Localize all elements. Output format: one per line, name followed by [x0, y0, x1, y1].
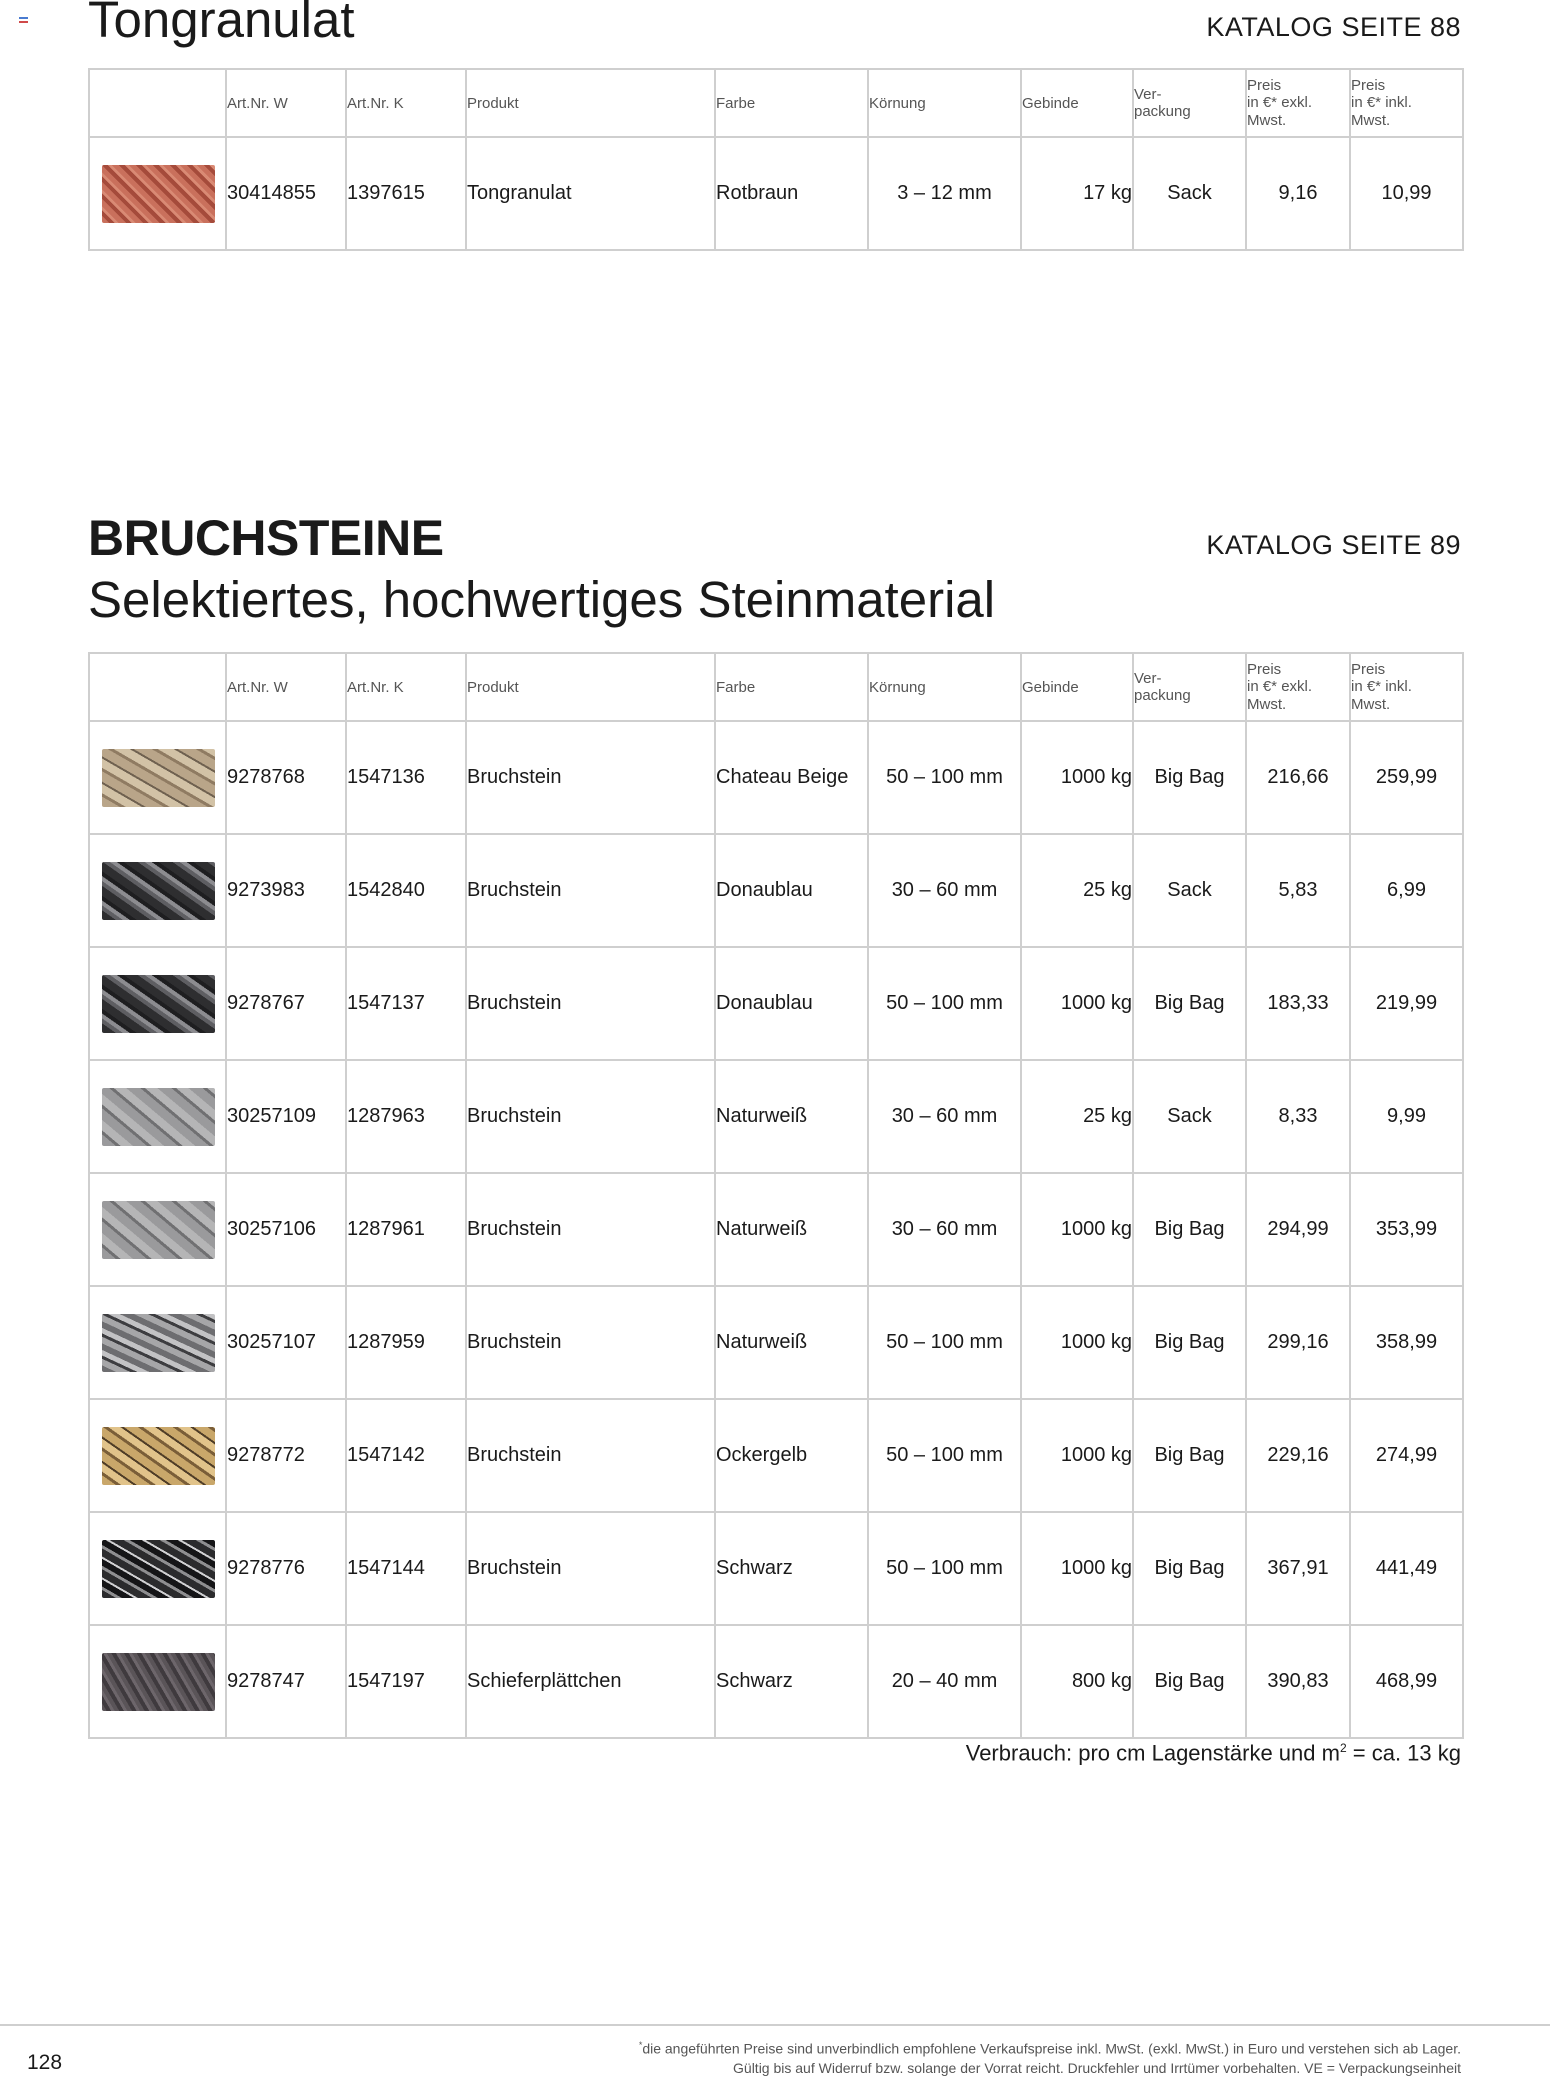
product-image-bruchstein	[102, 1088, 215, 1146]
cell-gebinde: 1000 kg	[1021, 1399, 1133, 1512]
cell-preis-inkl: 259,99	[1350, 721, 1463, 834]
cell-farbe: Donaublau	[715, 834, 868, 947]
catalog-page-reference: KATALOG SEITE 88	[1206, 12, 1461, 42]
cell-verpackung: Sack	[1133, 137, 1246, 250]
cell-produkt: Bruchstein	[466, 1286, 715, 1399]
cell-preis-inkl: 468,99	[1350, 1625, 1463, 1738]
column-header-farbe: Farbe	[715, 653, 868, 721]
column-header-gebinde: Gebinde	[1021, 653, 1133, 721]
cell-artnr-k: 1547142	[346, 1399, 466, 1512]
cell-gebinde: 25 kg	[1021, 1060, 1133, 1173]
cell-preis-inkl: 274,99	[1350, 1399, 1463, 1512]
column-header-gebinde: Gebinde	[1021, 69, 1133, 137]
column-header-preis-inkl: Preis in €* inkl. Mwst.	[1350, 653, 1463, 721]
footer-divider	[0, 2024, 1550, 2026]
cell-artnr-w: 9273983	[226, 834, 346, 947]
column-header-preis-inkl: Preis in €* inkl. Mwst.	[1350, 69, 1463, 137]
column-header-farbe: Farbe	[715, 69, 868, 137]
cell-artnr-k: 1287963	[346, 1060, 466, 1173]
column-header-koernung: Körnung	[868, 653, 1021, 721]
column-header-artnr-k: Art.Nr. K	[346, 653, 466, 721]
cell-verpackung: Sack	[1133, 834, 1246, 947]
cell-produkt: Bruchstein	[466, 1060, 715, 1173]
column-header-produkt: Produkt	[466, 653, 715, 721]
page-marker	[19, 17, 28, 25]
column-header-verpackung: Ver- packung	[1133, 653, 1246, 721]
column-header-artnr-w: Art.Nr. W	[226, 69, 346, 137]
cell-preis-exkl: 229,16	[1246, 1399, 1350, 1512]
table-row	[89, 1060, 1463, 1173]
cell-produkt: Bruchstein	[466, 1512, 715, 1625]
cell-produkt: Tongranulat	[466, 137, 715, 250]
cell-preis-exkl: 294,99	[1246, 1173, 1350, 1286]
cell-preis-exkl: 8,33	[1246, 1060, 1350, 1173]
cell-preis-inkl: 353,99	[1350, 1173, 1463, 1286]
cell-gebinde: 1000 kg	[1021, 721, 1133, 834]
cell-artnr-k: 1547137	[346, 947, 466, 1060]
section-title-bruchsteine: BRUCHSTEINE	[88, 510, 444, 566]
product-table-tongranulat	[88, 68, 1464, 251]
cell-artnr-w: 9278767	[226, 947, 346, 1060]
column-header-preis-exkl: Preis in €* exkl. Mwst.	[1246, 653, 1350, 721]
product-image-bruchstein	[102, 1427, 215, 1485]
cell-farbe: Rotbraun	[715, 137, 868, 250]
cell-verpackung: Big Bag	[1133, 721, 1246, 834]
product-image-bruchstein	[102, 749, 215, 807]
cell-produkt: Bruchstein	[466, 1399, 715, 1512]
cell-artnr-w: 30257109	[226, 1060, 346, 1173]
cell-verpackung: Sack	[1133, 1060, 1246, 1173]
cell-artnr-k: 1547197	[346, 1625, 466, 1738]
catalog-page-reference: KATALOG SEITE 89	[1206, 530, 1461, 560]
cell-produkt: Bruchstein	[466, 834, 715, 947]
cell-koernung: 50 – 100 mm	[868, 1399, 1021, 1512]
cell-gebinde: 25 kg	[1021, 834, 1133, 947]
cell-koernung: 30 – 60 mm	[868, 834, 1021, 947]
table-row	[89, 834, 1463, 947]
cell-koernung: 50 – 100 mm	[868, 1286, 1021, 1399]
cell-farbe: Naturweiß	[715, 1173, 868, 1286]
product-image-bruchstein	[102, 975, 215, 1033]
cell-preis-inkl: 10,99	[1350, 137, 1463, 250]
table-row	[89, 1512, 1463, 1625]
table-row	[89, 137, 1463, 250]
table-row	[89, 1399, 1463, 1512]
cell-preis-exkl: 216,66	[1246, 721, 1350, 834]
column-header-verpackung: Ver- packung	[1133, 69, 1246, 137]
cell-gebinde: 17 kg	[1021, 137, 1133, 250]
cell-preis-exkl: 390,83	[1246, 1625, 1350, 1738]
cell-koernung: 30 – 60 mm	[868, 1060, 1021, 1173]
cell-koernung: 50 – 100 mm	[868, 1512, 1021, 1625]
cell-artnr-k: 1287959	[346, 1286, 466, 1399]
cell-preis-inkl: 358,99	[1350, 1286, 1463, 1399]
cell-preis-inkl: 219,99	[1350, 947, 1463, 1060]
cell-verpackung: Big Bag	[1133, 1625, 1246, 1738]
cell-artnr-k: 1542840	[346, 834, 466, 947]
cell-artnr-w: 9278776	[226, 1512, 346, 1625]
cell-koernung: 3 – 12 mm	[868, 137, 1021, 250]
cell-verpackung: Big Bag	[1133, 1399, 1246, 1512]
cell-artnr-w: 30257107	[226, 1286, 346, 1399]
cell-preis-exkl: 183,33	[1246, 947, 1350, 1060]
cell-verpackung: Big Bag	[1133, 947, 1246, 1060]
image-column-header	[89, 69, 226, 137]
cell-produkt: Bruchstein	[466, 721, 715, 834]
cell-koernung: 20 – 40 mm	[868, 1625, 1021, 1738]
table-row	[89, 1286, 1463, 1399]
cell-produkt: Bruchstein	[466, 947, 715, 1060]
cell-preis-exkl: 9,16	[1246, 137, 1350, 250]
product-image-bruchstein	[102, 1201, 215, 1259]
cell-farbe: Schwarz	[715, 1625, 868, 1738]
section-title-tongranulat: Tongranulat	[88, 0, 355, 48]
cell-koernung: 50 – 100 mm	[868, 947, 1021, 1060]
cell-farbe: Schwarz	[715, 1512, 868, 1625]
cell-preis-inkl: 6,99	[1350, 834, 1463, 947]
cell-farbe: Naturweiß	[715, 1286, 868, 1399]
product-image-tongranulat	[102, 165, 215, 223]
table-header-row	[89, 653, 1463, 721]
cell-gebinde: 1000 kg	[1021, 1286, 1133, 1399]
cell-artnr-w: 9278747	[226, 1625, 346, 1738]
price-disclaimer: *die angeführten Preise sind unverbindlich empfohlene Verkaufspreise inkl. MwSt. (exkl. MwSt.) in Euro und verstehen sich ab Lager. Gültig bis auf Widerruf bzw. solange der Vorrat reicht. Druckfehler und Irrtümer vorbehalten. VE = Verpackungseinheit	[638, 2040, 1461, 2076]
column-header-produkt: Produkt	[466, 69, 715, 137]
product-image-bruchstein	[102, 1314, 215, 1372]
product-image-bruchstein	[102, 862, 215, 920]
cell-koernung: 30 – 60 mm	[868, 1173, 1021, 1286]
column-header-artnr-w: Art.Nr. W	[226, 653, 346, 721]
cell-preis-exkl: 367,91	[1246, 1512, 1350, 1625]
column-header-artnr-k: Art.Nr. K	[346, 69, 466, 137]
cell-preis-exkl: 5,83	[1246, 834, 1350, 947]
image-column-header	[89, 653, 226, 721]
cell-gebinde: 1000 kg	[1021, 947, 1133, 1060]
table-header-row	[89, 69, 1463, 137]
cell-artnr-w: 9278768	[226, 721, 346, 834]
product-image-bruchstein	[102, 1540, 215, 1598]
section-subtitle: Selektiertes, hochwertiges Steinmaterial	[88, 571, 996, 628]
cell-gebinde: 1000 kg	[1021, 1512, 1133, 1625]
cell-produkt: Bruchstein	[466, 1173, 715, 1286]
product-table-bruchsteine	[88, 652, 1464, 1739]
column-header-preis-exkl: Preis in €* exkl. Mwst.	[1246, 69, 1350, 137]
cell-artnr-k: 1287961	[346, 1173, 466, 1286]
cell-artnr-w: 9278772	[226, 1399, 346, 1512]
page-number: 128	[27, 2051, 63, 2074]
cell-farbe: Naturweiß	[715, 1060, 868, 1173]
cell-verpackung: Big Bag	[1133, 1173, 1246, 1286]
cell-artnr-k: 1397615	[346, 137, 466, 250]
cell-preis-inkl: 9,99	[1350, 1060, 1463, 1173]
cell-preis-exkl: 299,16	[1246, 1286, 1350, 1399]
consumption-note: Verbrauch: pro cm Lagenstärke und $m^2$ = ca. 13 kg	[965, 1740, 1461, 1766]
cell-gebinde: 800 kg	[1021, 1625, 1133, 1738]
cell-farbe: Donaublau	[715, 947, 868, 1060]
cell-farbe: Ockergelb	[715, 1399, 868, 1512]
cell-gebinde: 1000 kg	[1021, 1173, 1133, 1286]
cell-farbe: Chateau Beige	[715, 721, 868, 834]
table-row	[89, 721, 1463, 834]
product-image-schieferplaettchen	[102, 1653, 215, 1711]
table-row	[89, 1173, 1463, 1286]
cell-artnr-k: 1547144	[346, 1512, 466, 1625]
cell-verpackung: Big Bag	[1133, 1512, 1246, 1625]
cell-artnr-k: 1547136	[346, 721, 466, 834]
cell-preis-inkl: 441,49	[1350, 1512, 1463, 1625]
cell-artnr-w: 30257106	[226, 1173, 346, 1286]
table-row	[89, 947, 1463, 1060]
table-row	[89, 1625, 1463, 1738]
column-header-koernung: Körnung	[868, 69, 1021, 137]
cell-artnr-w: 30414855	[226, 137, 346, 250]
cell-verpackung: Big Bag	[1133, 1286, 1246, 1399]
cell-koernung: 50 – 100 mm	[868, 721, 1021, 834]
cell-produkt: Schieferplättchen	[466, 1625, 715, 1738]
